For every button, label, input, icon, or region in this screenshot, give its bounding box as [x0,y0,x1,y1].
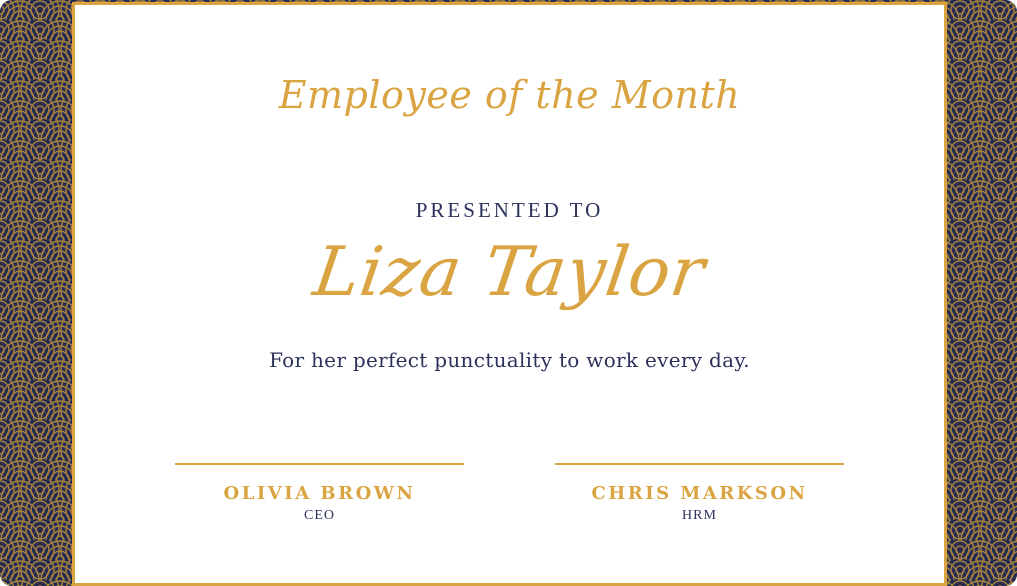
signatory-name: OLIVIA BROWN [223,483,416,504]
signature-block-ceo [175,463,464,524]
signatory-name: CHRIS MARKSON [591,483,808,504]
award-reason: For her perfect punctuality to work every day. [269,348,750,372]
recipient-name: Liza Taylor [308,233,711,312]
signatory-role: HRM [682,508,717,523]
signature-block-hrm [555,463,844,524]
signature-line [555,463,844,465]
certificate-card [72,2,947,586]
presented-to-label: PRESENTED TO [415,198,604,222]
signature-line [175,463,464,465]
certificate-title: Employee of the Month [278,73,741,117]
signatory-role: CEO [304,508,335,523]
